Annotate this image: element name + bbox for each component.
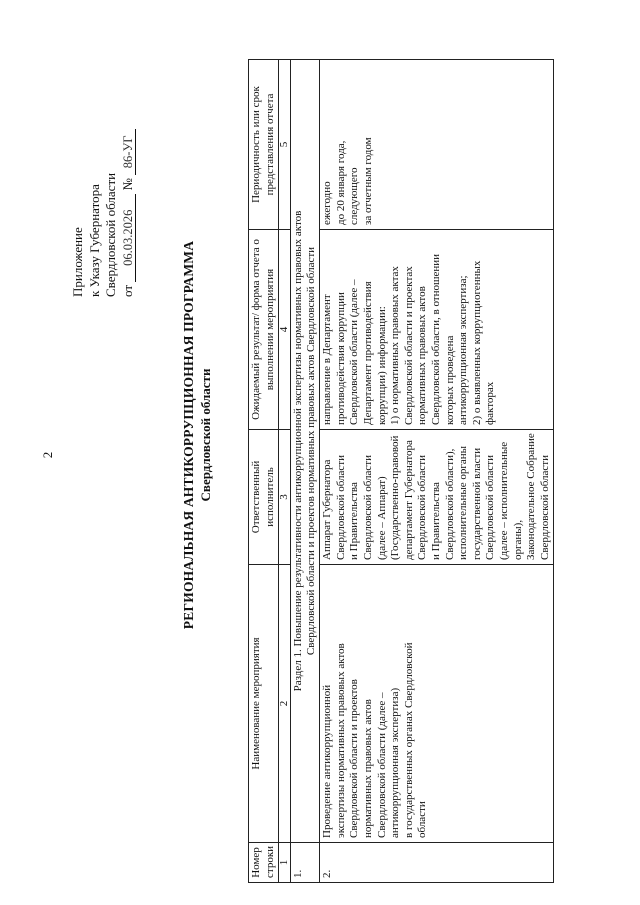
executor-line: и Правительства [348,482,361,560]
header-row [249,60,279,883]
executor-line: Свердловской области [334,455,347,560]
executor-line: (Государственно-правовой [389,435,402,560]
result-line: антикоррупционная экспертиза; [457,275,470,425]
executor-line: департамент Губернатора [402,440,415,560]
period-cell [320,60,554,230]
executor-line: Свердловской области [416,455,429,560]
result-line: Свердловской области и проектах [402,266,415,425]
result-line: противодействия коррупции [334,292,347,425]
result-line: Свердловской области (далее – [348,279,361,425]
executor-line: Свердловской области [484,455,497,560]
executor-line: государственной власти [470,447,483,560]
activity-line: экспертизы нормативных правовых актов [334,643,347,838]
executor-line: Свердловской области [361,455,374,560]
program-table [248,59,554,883]
result-line: коррупции) информации: [375,306,388,425]
column-number-row [279,60,291,883]
result-cell [320,230,554,430]
section-title-line: Раздел 1. Повышение результативности антикоррупционной экспертизы нормативных правовых актов [292,210,305,692]
region-subtitle: Свердловской области [198,368,213,502]
page-number: 2 [40,451,55,459]
section-title-line: Свердловской области и проектов нормативных правовых актов Свердловской области [305,246,318,656]
from-label: от [119,284,135,297]
header-cell: Номер строки [249,843,279,883]
column-number: 3 [279,430,291,565]
executor-line: Аппарат Губернатора [321,459,334,560]
result-line: Свердловской области, в отношении [429,254,442,425]
executor-line: органы), [511,519,524,560]
activity-line: Свердловской области (далее – [375,692,388,838]
result-line: 2) о выявленных коррупциогенных [470,260,483,425]
activity-cell [320,565,554,843]
decree-number: 86-УГ [121,129,136,175]
program-title: РЕГИОНАЛЬНАЯ АНТИКОРРУПЦИОННАЯ ПРОГРАММА [181,240,196,630]
executor-line: Свердловской области), [443,448,456,560]
header-cell: Периодичность или срок представления отчета [249,60,279,230]
header-cell: Ответственный исполнитель [249,430,279,565]
program-title-block [180,195,214,675]
activity-line: в государственных органах Свердловской [402,642,415,838]
activity-line: антикоррупционная экспертиза) [389,687,402,838]
appendix-block [70,67,136,297]
period-line: ежегодно [321,181,334,225]
table-row [320,60,554,883]
activity-line: нормативных правовых актов [361,699,374,838]
activity-line: Проведение антикоррупционной [321,684,334,838]
result-line: которых проведена [443,335,456,425]
appendix-line: Свердловской области [103,172,118,297]
section-row [291,60,320,883]
result-line: 1) о нормативных правовых актах [389,266,402,425]
executor-line: (далее – Аппарат) [375,476,388,560]
result-line: нормативных правовых актов [416,286,429,425]
period-line: за отчетным годом [361,137,374,225]
executor-line: исполнительные органы [457,445,470,560]
result-line: Департамент противодействия [361,281,374,425]
activity-line: области [416,801,429,838]
executor-cell [320,430,554,565]
section-row-number: 1. [291,843,320,883]
result-line: направление в Департамент [321,294,334,425]
column-number: 4 [279,230,291,430]
column-number: 2 [279,565,291,843]
header-cell: Наименование мероприятия [249,565,279,843]
decree-date: 06.03.2026 [121,194,136,282]
column-number: 5 [279,60,291,230]
decree-reference [120,67,137,297]
result-line: факторах [484,381,497,425]
column-number: 1 [279,843,291,883]
executor-line: Законодательное Собрание [525,433,538,560]
section-title [291,60,320,843]
executor-line: Свердловской области [538,455,551,560]
appendix-line: к Указу Губернатора [86,184,102,297]
period-line: до 20 января года, [334,140,347,225]
activity-line: Свердловской области и проектов [348,679,361,838]
executor-line: (далее – исполнительные [497,441,510,560]
number-label: № [119,178,135,191]
period-line: следующего [348,167,361,225]
executor-line: и Правительства [429,482,442,560]
header-cell: Ожидаемый результат/ форма отчета о выполнении мероприятия [249,230,279,430]
row-number: 2. [320,843,554,883]
appendix-line: Приложение [70,227,85,297]
